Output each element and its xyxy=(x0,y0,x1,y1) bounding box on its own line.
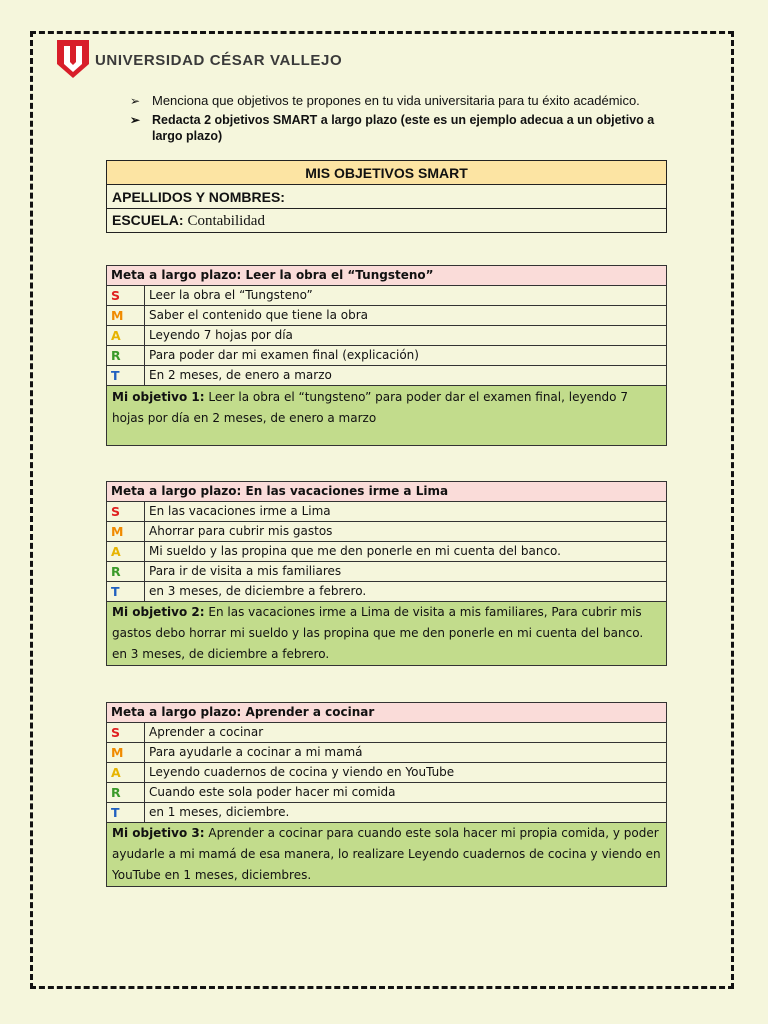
smart-letter-s: S xyxy=(107,286,145,306)
meta-row xyxy=(107,266,667,286)
objective-text: Aprender a cocinar para cuando este sola hacer mi propia comida, y poder ayudarle a mi mamá de esa manera, lo realizare Leyendo cuadernos de cocina y viendo en YouTube en 1 meses, diciembres. xyxy=(112,826,661,882)
objective-row xyxy=(107,386,667,446)
smart-text: Leer la obra el “Tungsteno” xyxy=(145,286,667,306)
smart-text: Cuando este sola poder hacer mi comida xyxy=(145,783,667,803)
arrow-bullet-icon: ➢ xyxy=(130,94,141,108)
smart-text: En las vacaciones irme a Lima xyxy=(145,502,667,522)
smart-text: Aprender a cocinar xyxy=(145,723,667,743)
smart-letter-m: M xyxy=(107,522,145,542)
school-row xyxy=(107,209,667,233)
smart-text: Saber el contenido que tiene la obra xyxy=(145,306,667,326)
smart-text: en 1 meses, diciembre. xyxy=(145,803,667,823)
smart-text: Para ayudarle a cocinar a mi mamá xyxy=(145,743,667,763)
smart-text: en 3 meses, de diciembre a febrero. xyxy=(145,582,667,602)
smart-text: Leyendo cuadernos de cocina y viendo en YouTube xyxy=(145,763,667,783)
form-title: MIS OBJETIVOS SMART xyxy=(107,161,667,185)
meta-value: En las vacaciones irme a Lima xyxy=(245,484,449,498)
smart-text: Leyendo 7 hojas por día xyxy=(145,326,667,346)
objective-label: Mi objetivo 1: xyxy=(112,390,205,404)
names-row xyxy=(107,185,667,209)
smart-letter-s: S xyxy=(107,502,145,522)
instruction-text: Redacta 2 objetivos SMART a largo plazo (este es un ejemplo adecua a un objetivo a largo plazo) xyxy=(152,113,655,143)
smart-text: Ahorrar para cubrir mis gastos xyxy=(145,522,667,542)
objective-label: Mi objetivo 2: xyxy=(112,605,205,619)
smart-goal-table-1 xyxy=(106,265,667,446)
smart-letter-m: M xyxy=(107,306,145,326)
smart-text: En 2 meses, de enero a marzo xyxy=(145,366,667,386)
meta-label: Meta a largo plazo: xyxy=(111,484,242,498)
meta-label: Meta a largo plazo: xyxy=(111,705,242,719)
smart-text: Para poder dar mi examen final (explicación) xyxy=(145,346,667,366)
smart-text: Mi sueldo y las propina que me den ponerle en mi cuenta del banco. xyxy=(145,542,667,562)
meta-row xyxy=(107,482,667,502)
objective-row xyxy=(107,823,667,887)
school-label: ESCUELA: xyxy=(112,211,184,228)
smart-goal-table-3 xyxy=(106,702,667,887)
smart-letter-t: T xyxy=(107,582,145,602)
header-table xyxy=(106,160,667,233)
smart-letter-m: M xyxy=(107,743,145,763)
arrow-bullet-icon: ➢ xyxy=(130,113,141,127)
smart-letter-a: A xyxy=(107,763,145,783)
smart-letter-r: R xyxy=(107,562,145,582)
university-name: UNIVERSIDAD CÉSAR VALLEJO xyxy=(95,52,343,69)
smart-letter-a: A xyxy=(107,542,145,562)
instruction-item xyxy=(130,112,660,144)
objective-row xyxy=(107,602,667,666)
instructions-list xyxy=(130,93,660,147)
objective-text: Leer la obra el “tungsteno” para poder dar el examen final, leyendo 7 hojas por día en 2 meses, de enero a marzo xyxy=(112,390,628,425)
smart-letter-a: A xyxy=(107,326,145,346)
school-value: Contabilidad xyxy=(187,212,265,229)
instruction-item xyxy=(130,93,660,109)
names-label: APELLIDOS Y NOMBRES: xyxy=(112,188,285,205)
smart-letter-t: T xyxy=(107,803,145,823)
meta-value: Aprender a cocinar xyxy=(245,705,375,719)
smart-text: Para ir de visita a mis familiares xyxy=(145,562,667,582)
objective-text: En las vacaciones irme a Lima de visita a mis familiares, Para cubrir mis gastos debo horrar mi sueldo y las propina que me den ponerle en mi cuenta del banco. en 3 meses, de diciembre a febrero. xyxy=(112,605,644,661)
smart-letter-s: S xyxy=(107,723,145,743)
smart-letter-r: R xyxy=(107,346,145,366)
objective-label: Mi objetivo 3: xyxy=(112,826,205,840)
smart-letter-t: T xyxy=(107,366,145,386)
meta-label: Meta a largo plazo: xyxy=(111,268,242,282)
smart-goal-table-2 xyxy=(106,481,667,666)
meta-row xyxy=(107,703,667,723)
instruction-text: Menciona que objetivos te propones en tu vida universitaria para tu éxito académico. xyxy=(152,93,640,108)
university-crest-icon xyxy=(57,40,89,78)
smart-letter-r: R xyxy=(107,783,145,803)
meta-value: Leer la obra el “Tungsteno” xyxy=(245,268,434,282)
